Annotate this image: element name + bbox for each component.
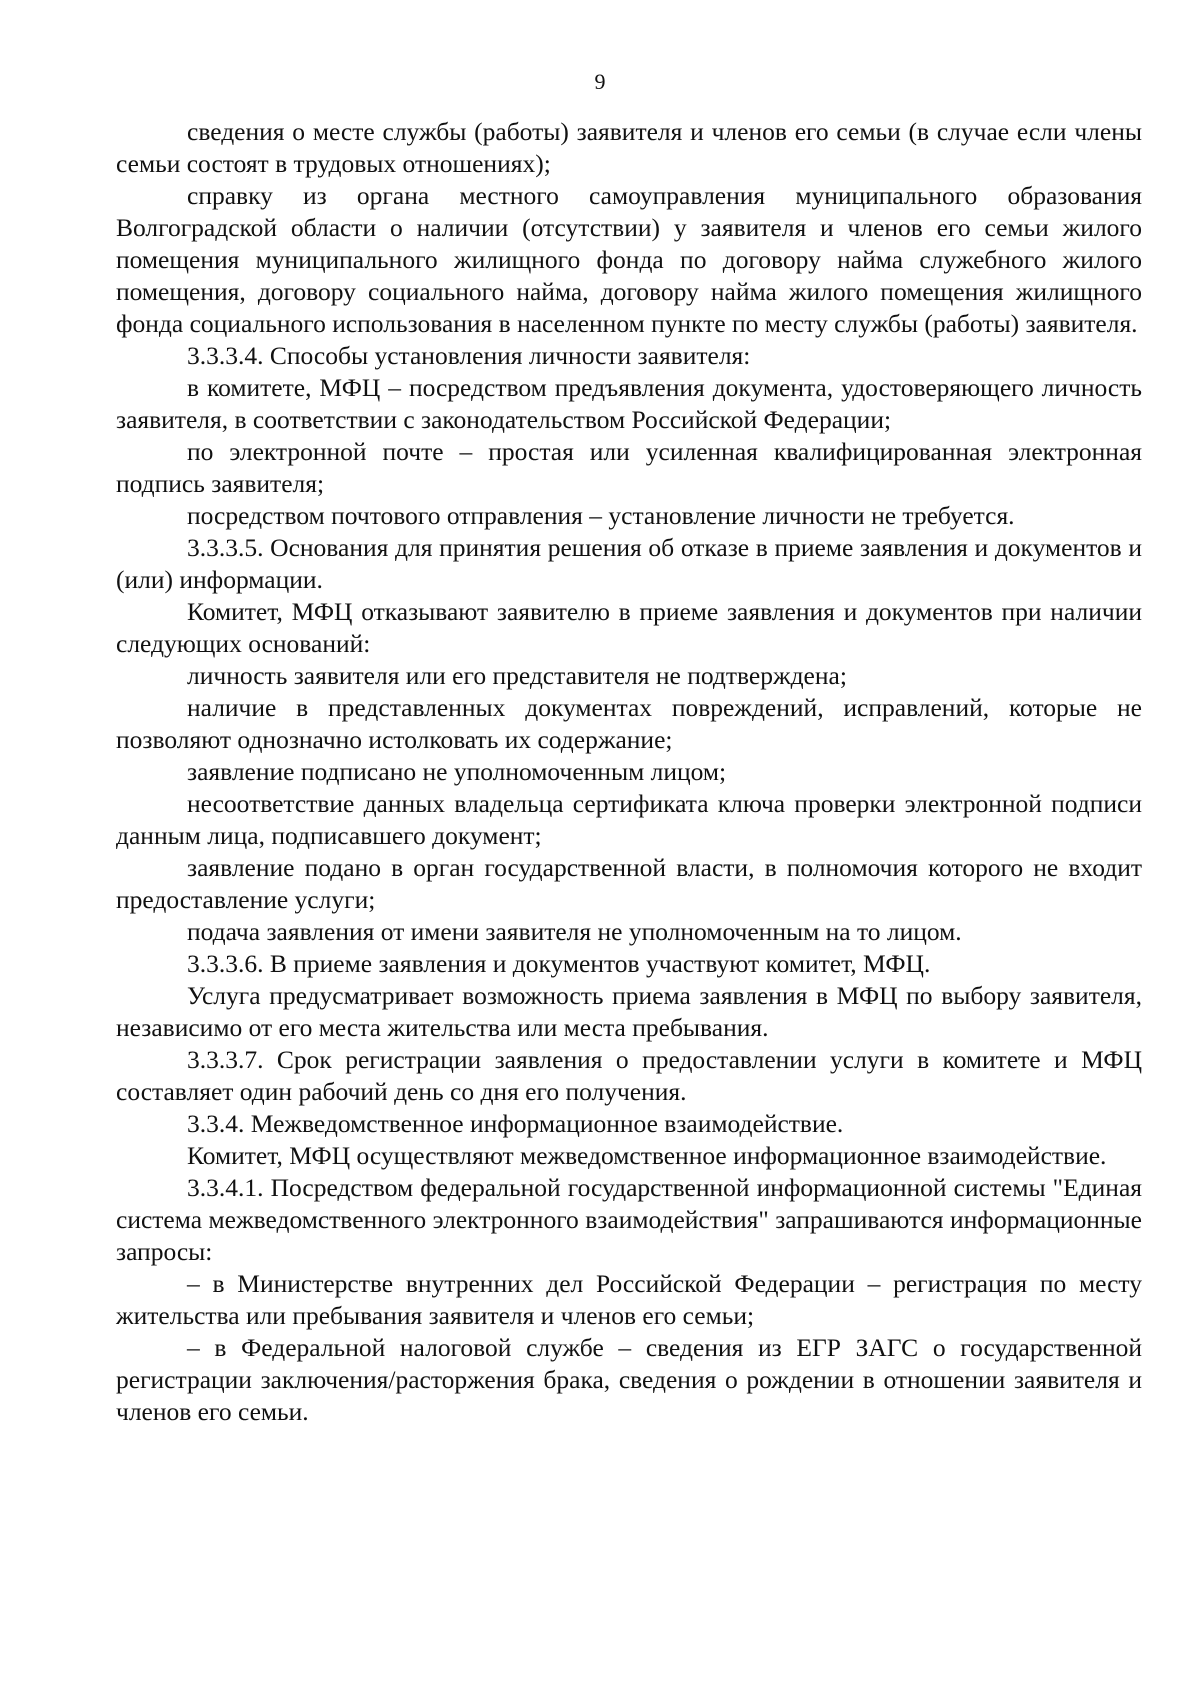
paragraph-1: сведения о месте службы (работы) заявителя и членов его семьи (в случае если члены семьи состоят в трудовых отношениях); (116, 117, 1142, 178)
paragraph-12: несоответствие данных владельца сертификата ключа проверки электронной подписи данным лица, подписавшего документ; (116, 789, 1142, 850)
paragraph-3: 3.3.3.4. Способы установления личности заявителя: (187, 341, 751, 370)
paragraph-10: наличие в представленных документах повреждений, исправлений, которые не позволяют однозначно истолковать их содержание; (116, 693, 1142, 754)
paragraph-16: Услуга предусматривает возможность приема заявления в МФЦ по выбору заявителя, независимо от его места жительства или места пребывания. (116, 981, 1142, 1042)
paragraph-21: – в Министерстве внутренних дел Российской Федерации – регистрация по месту жительства или пребывания заявителя и членов его семьи; (116, 1269, 1142, 1330)
paragraph-11: заявление подписано не уполномоченным лицом; (187, 757, 727, 786)
page-number: 9 (594, 69, 606, 94)
paragraph-13: заявление подано в орган государственной власти, в полномочия которого не входит предоставление услуги; (116, 853, 1142, 914)
paragraph-8: Комитет, МФЦ отказывают заявителю в приеме заявления и документов при наличии следующих оснований: (116, 597, 1142, 658)
paragraph-2: справку из органа местного самоуправления муниципального образования Волгоградской области о наличии (отсутствии) у заявителя и членов его семьи жилого помещения муниципального жилищного фонда по договору найма служебного жилого помещения, договору социального найма, договору найма жилого помещения жилищного фонда социального использования в населенном пункте по месту службы (работы) заявителя. (116, 181, 1142, 338)
paragraph-4: в комитете, МФЦ – посредством предъявления документа, удостоверяющего личность заявителя, в соответствии с законодательством Российской Федерации; (116, 373, 1142, 434)
paragraph-15: 3.3.3.6. В приеме заявления и документов участвуют комитет, МФЦ. (187, 949, 931, 978)
paragraph-19: Комитет, МФЦ осуществляют межведомственное информационное взаимодействие. (187, 1141, 1107, 1170)
paragraph-18: 3.3.4. Межведомственное информационное взаимодействие. (187, 1109, 844, 1138)
paragraph-17: 3.3.3.7. Срок регистрации заявления о предоставлении услуги в комитете и МФЦ составляет один рабочий день со дня его получения. (116, 1045, 1142, 1106)
paragraph-6: посредством почтового отправления – установление личности не требуется. (187, 501, 1015, 530)
paragraph-9: личность заявителя или его представителя не подтверждена; (187, 661, 847, 690)
paragraph-14: подача заявления от имени заявителя не уполномоченным на то лицом. (187, 917, 962, 946)
paragraph-20: 3.3.4.1. Посредством федеральной государственной информационной системы "Единая система межведомственного электронного взаимодействия" запрашиваются информационные запросы: (116, 1173, 1142, 1266)
paragraph-5: по электронной почте – простая или усиленная квалифицированная электронная подпись заявителя; (116, 437, 1142, 498)
document-body (116, 116, 1142, 1428)
paragraph-7: 3.3.3.5. Основания для принятия решения об отказе в приеме заявления и документов и (или) информации. (116, 533, 1142, 594)
paragraph-22: – в Федеральной налоговой службе – сведения из ЕГР ЗАГС о государственной регистрации заключения/расторжения брака, сведения о рождении в отношении заявителя и членов его семьи. (116, 1333, 1142, 1426)
